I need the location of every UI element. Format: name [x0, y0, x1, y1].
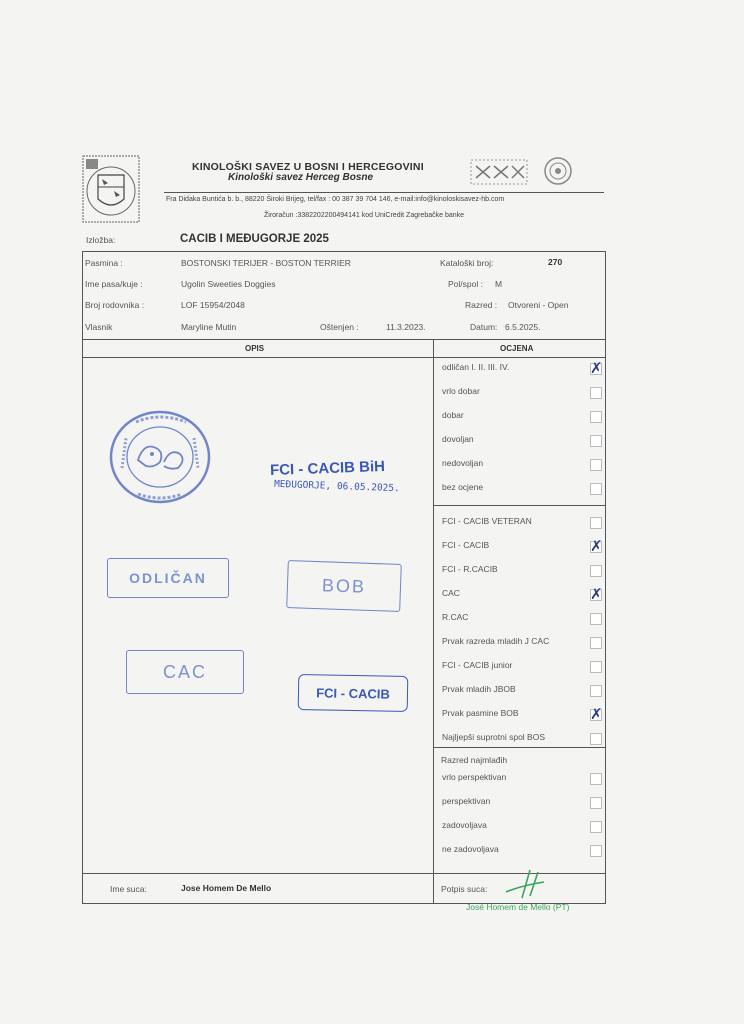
emblem-logo — [543, 156, 573, 186]
rating-checkbox[interactable] — [590, 483, 602, 495]
ocjena-heading: OCJENA — [500, 344, 534, 353]
section-header-rule — [82, 357, 606, 358]
check-mark-icon: ✗ — [590, 585, 603, 603]
fci-cacib-stamp: FCI - CACIB — [298, 674, 409, 712]
rating-checkbox[interactable] — [590, 435, 602, 447]
rating-option-label: dovoljan — [442, 434, 474, 444]
fci-cacib-bih-stamp: FCI - CACIB BiH — [269, 457, 386, 480]
rating-option-label: FCI - CACIB — [442, 540, 490, 550]
rating-option-label: zadovoljava — [442, 820, 487, 830]
rating-option-label: Prvak mladih JBOB — [442, 684, 516, 694]
table-top-rule — [82, 339, 606, 340]
rating-checkbox[interactable] — [590, 637, 602, 649]
rating-checkbox[interactable] — [590, 797, 602, 809]
catalog-label: Kataloški broj: — [440, 258, 494, 268]
org-logo — [82, 155, 140, 223]
judge-name-stamp: José Homem de Mello (PT) — [466, 902, 570, 912]
born-label: Oštenjen : — [320, 322, 359, 332]
owner-value: Maryline Mutin — [181, 322, 237, 332]
table-left-rule — [82, 251, 83, 904]
place-date-stamp: MEĐUGORJE, 06.05.2025. — [273, 478, 400, 495]
rating-checkbox[interactable] — [590, 387, 602, 399]
rating-option-label: vrlo perspektivan — [442, 772, 507, 782]
class-value: Otvoreni - Open — [508, 300, 569, 310]
round-club-stamp — [108, 408, 212, 506]
rating-option-label: dobar — [442, 410, 464, 420]
form-top-rule — [82, 251, 606, 252]
sex-label: Pol/spol : — [448, 279, 483, 289]
rating-option-label: Prvak pasmine BOB — [442, 708, 519, 718]
baby-class-heading: Razred najmlađih — [441, 755, 508, 765]
rating-option-label: CAC — [442, 588, 460, 598]
class-label: Razred : — [465, 300, 498, 310]
grades-rule — [433, 505, 606, 506]
pedigree-value: LOF 15954/2048 — [181, 300, 245, 310]
rating-option-label: odličan I. II. III. IV. — [442, 362, 510, 372]
rating-checkbox[interactable] — [590, 459, 602, 471]
rating-option-label: bez ocjene — [442, 482, 484, 492]
date-value: 6.5.2025. — [505, 322, 541, 332]
fci-logo — [470, 158, 528, 186]
rating-option-label: FCI - CACIB VETERAN — [442, 516, 532, 526]
rating-option-label: Najljepši suprotni spol BOS — [442, 732, 545, 742]
rating-checkbox[interactable] — [590, 821, 602, 833]
judge-name: Jose Homem De Mello — [181, 883, 272, 893]
org-name: KINOLOŠKI SAVEZ U BOSNI I HERCEGOVINI — [192, 161, 424, 173]
catalog-value: 270 — [548, 257, 563, 267]
rating-option-label: perspektivan — [442, 796, 491, 806]
org-bank: Žiroračun :3382202200494141 kod UniCredit Zagrebačke banke — [264, 212, 465, 219]
sex-value: M — [495, 279, 503, 289]
check-mark-icon: ✗ — [590, 537, 603, 555]
check-mark-icon: ✗ — [590, 359, 603, 377]
rating-checkbox[interactable] — [590, 565, 602, 577]
rating-checkbox[interactable] — [590, 845, 602, 857]
breed-value: BOSTONSKI TERIJER - BOSTON TERRIER — [181, 258, 351, 268]
rating-checkbox[interactable] — [590, 661, 602, 673]
breed-label: Pasmina : — [85, 258, 123, 268]
rating-option-label: nedovoljan — [442, 458, 484, 468]
rating-checkbox[interactable] — [590, 517, 602, 529]
rating-option-label: vrlo dobar — [442, 386, 480, 396]
titles-rule — [433, 747, 606, 748]
signature-label: Potpis suca: — [441, 884, 488, 894]
rating-checkbox[interactable] — [590, 613, 602, 625]
check-mark-icon: ✗ — [590, 705, 603, 723]
rating-option-label: ne zadovoljava — [442, 844, 499, 854]
pedigree-label: Broj rodovnika : — [85, 300, 145, 310]
owner-label: Vlasnik — [85, 322, 113, 332]
rating-checkbox[interactable] — [590, 685, 602, 697]
org-address: Fra Didaka Buntića b. b., 88220 Široki Brijeg, tel/fax : 00 387 39 704 146, e-mail:info@kinoloskisavez-hb.com — [166, 196, 505, 203]
rating-checkbox[interactable] — [590, 733, 602, 745]
opis-heading: OPIS — [245, 344, 265, 353]
dog-name-value: Ugolin Sweeties Doggies — [181, 279, 276, 289]
rating-checkbox[interactable] — [590, 411, 602, 423]
table-middle-rule — [433, 339, 434, 904]
header-rule — [164, 192, 604, 193]
born-value: 11.3.2023. — [386, 322, 426, 332]
show-label: Izložba: — [86, 235, 116, 245]
judge-label: Ime suca: — [110, 884, 147, 894]
odlican-stamp: ODLIČAN — [107, 558, 229, 598]
show-name: CACIB I MEĐUGORJE 2025 — [180, 233, 329, 245]
rating-option-label: FCI - R.CACIB — [442, 564, 498, 574]
bob-stamp: BOB — [286, 560, 402, 612]
rating-option-label: Prvak razreda mladih J CAC — [442, 636, 550, 646]
org-subname: Kinološki savez Herceg Bosne — [228, 172, 374, 183]
rating-option-label: R.CAC — [442, 612, 469, 622]
date-label: Datum: — [470, 322, 498, 332]
cac-stamp: CAC — [126, 650, 244, 694]
rating-option-label: FCI - CACIB junior — [442, 660, 513, 670]
rating-checkbox[interactable] — [590, 773, 602, 785]
judge-signature — [500, 866, 550, 902]
table-right-rule — [605, 251, 606, 904]
dog-name-label: Ime pasa/kuje : — [85, 279, 143, 289]
